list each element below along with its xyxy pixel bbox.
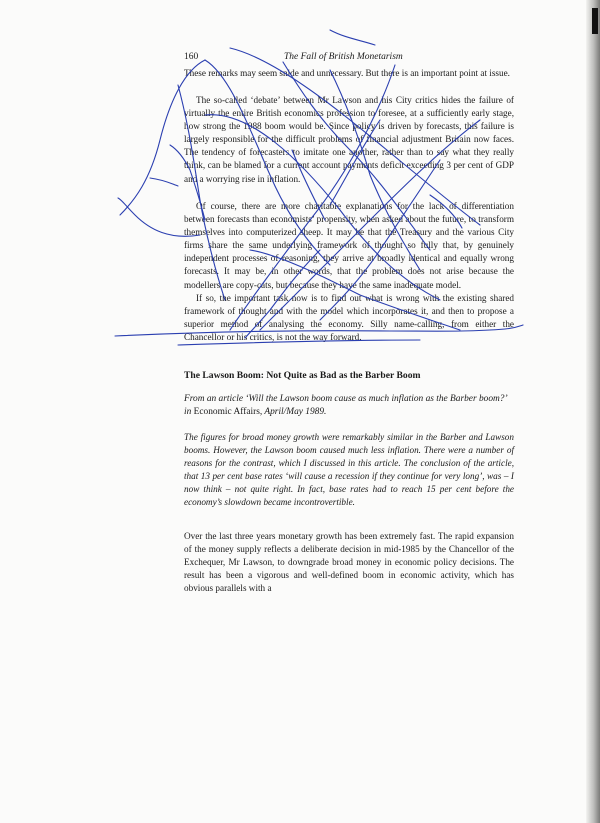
section-title: The Lawson Boom: Not Quite as Bad as the Barber Boom: [184, 370, 421, 381]
running-head: The Fall of British Monetarism: [284, 52, 403, 62]
page-header: [184, 52, 514, 66]
page-number: 160: [184, 52, 199, 62]
section-abstract: The figures for broad money growth were remarkably similar in the Barber and Lawson booms. However, the Lawson boom caused much less inflation. There were a number of reasons for the contrast, which I discussed in this article. The conclusion of the article, that 13 per cent base rates ‘will cause a recession if they continue for very long’, was – I now think – not quite right. In fact, base rates had to reach 15 per cent before the economy’s slowdown became incontrovertible.: [184, 432, 514, 508]
page-edge-shadow: [586, 0, 600, 823]
source-prefix: From an article ‘Will the Lawson boom cause as much inflation as the Barber boom?’ in: [184, 394, 507, 418]
source-journal: Economic Affairs: [193, 407, 260, 418]
paragraph-task: If so, the important task now is to find out what is wrong with the existing shared framework of thought and with the model which incorporates it, and then to propose a superior method of analysing the economy. Silly name-calling, from either the Chancellor or his critics, is not the way forward.: [184, 293, 514, 343]
paragraph-debate: The so-called ‘debate’ between Mr Lawson and his City critics hides the failure of virtually the entire British economics profession to foresee, at a sufficiently early stage, how strong the 1988 boom would be. Since policy is driven by forecasts, this failure is largely responsible for the difficult problems of financial adjustment Britain now faces. The tendency of forecasters to imitate one another, rather than to say what they really think, can be blamed for a current account payments deficit exceeding 3 per cent of GDP and a worrying rise in inflation.: [184, 95, 514, 184]
source-note: [184, 393, 514, 419]
source-suffix: , April/May 1989.: [259, 407, 327, 418]
scan-mark: [592, 8, 598, 34]
paragraph-monetary-growth: Over the last three years monetary growth has been extremely fast. The rapid expansion of the money supply reflects a deliberate decision in mid-1985 by the Chancellor of the Exchequer, Mr Lawson, to downgrade broad money in economic policy decisions. The result has been a vigorous and well-defined boom in economic activity, which has obvious parallels with a: [184, 531, 514, 594]
paragraph-explanations: Of course, there are more charitable explanations for the lack of differentiation between forecasts than economists’ propensity, when asked about the future, to transform themselves into computerized sheep. It may be that the Treasury and the various City firms share the same underlying framework of thought so fully that, by genuinely independent processes of reasoning, they arrive at broadly identical and equally wrong forecasts. It may be, in other words, that the problem does not arise because the modellers are copy-cats, but because they have the same inadequate model.: [184, 201, 514, 290]
paragraph-remarks: These remarks may seem snide and unnecessary. But there is an important point at issue.: [184, 68, 510, 78]
